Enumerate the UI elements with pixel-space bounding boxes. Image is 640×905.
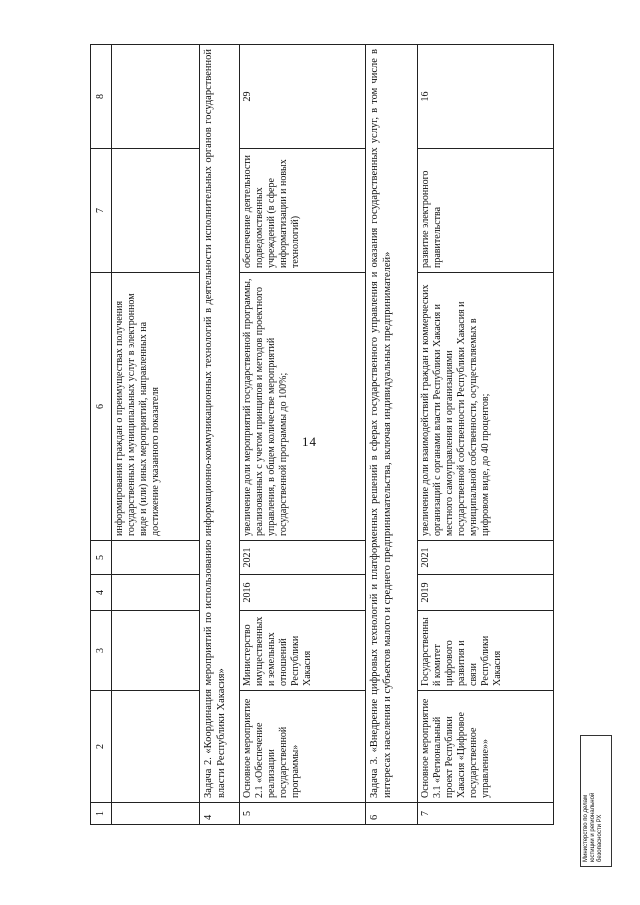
task2-number: 4 bbox=[200, 803, 240, 825]
table-row-7 bbox=[418, 45, 554, 825]
row7-indicator: 16 bbox=[418, 45, 554, 149]
task2-row bbox=[200, 45, 240, 825]
row5-executor: Министерство имущественных и земельных отношений Республики Хакасия bbox=[240, 611, 366, 691]
row5-direction: обеспечение деятельности подведомственных учреждений (в сфере информатизации и новых технологий) bbox=[240, 149, 366, 273]
task3-number: 6 bbox=[366, 803, 418, 825]
row7-measure: Основное мероприятие 3.1 «Региональный проект Республики Хакасия «Цифровое государственное управление»» bbox=[418, 691, 554, 803]
program-measures-table bbox=[90, 44, 554, 825]
row5-number: 5 bbox=[240, 803, 366, 825]
row5-start: 2016 bbox=[240, 575, 366, 611]
header-col-8: 8 bbox=[91, 45, 112, 149]
header-col-7: 7 bbox=[91, 149, 112, 273]
row5-indicator: 29 bbox=[240, 45, 366, 149]
continuation-row bbox=[112, 45, 200, 825]
stamp-line-3: безопасности РХ bbox=[597, 814, 603, 862]
continuation-result: информирования граждан о преимуществах получения государственных и муниципальных услуг в электронном виде и (или) иных мероприятий, направленных на достижение указанного показателя bbox=[112, 273, 200, 541]
registration-stamp bbox=[580, 735, 612, 867]
row7-start: 2019 bbox=[418, 575, 554, 611]
header-col-6: 6 bbox=[91, 273, 112, 541]
header-col-1: 1 bbox=[91, 803, 112, 825]
row7-number: 7 bbox=[418, 803, 554, 825]
header-col-5: 5 bbox=[91, 541, 112, 575]
row7-result: увеличение доли взаимодействий граждан и коммерческих организаций с органами власти Республики Хакасия и местного самоуправления и организациями государственной собственности Республики Хакасия и муниципальной собственности, осуществляемых в цифровом виде, до 40 процентов; bbox=[418, 273, 554, 541]
header-col-3: 3 bbox=[91, 611, 112, 691]
task3-text: Задача 3. «Внедрение цифровых технологий и платформенных решений в сферах государственного управления и оказания государственных услуг, в том числе в интересах населения и субъектов малого и среднего предпринимательства, включая индивидуальных предпринимателей» bbox=[366, 45, 418, 803]
row7-end: 2021 bbox=[418, 541, 554, 575]
row5-end: 2021 bbox=[240, 541, 366, 575]
header-col-4: 4 bbox=[91, 575, 112, 611]
row5-result: увеличение доли мероприятий государственной программы, реализованных с учетом принципов и методов проектного управления, в общем количестве мероприятий государственной программы до 100%; bbox=[240, 273, 366, 541]
stamp-line-2: юстиции и региональной bbox=[590, 792, 596, 862]
stamp-line-1: Министерство по делам bbox=[583, 794, 589, 862]
table-row-5 bbox=[240, 45, 366, 825]
row5-measure: Основное мероприятие 2.1 «Обеспечение реализации государственной программы» bbox=[240, 691, 366, 803]
rotated-table-container bbox=[90, 45, 585, 825]
header-col-2: 2 bbox=[91, 691, 112, 803]
page-number: 14 bbox=[302, 434, 317, 449]
row7-direction: развитие электронного правительства bbox=[418, 149, 554, 273]
task2-text: Задача 2. «Координация мероприятий по использованию информационно-коммуникационных технологий в деятельности исполнительных органов государственной власти Республики Хакасия» bbox=[200, 45, 240, 803]
task3-row bbox=[366, 45, 418, 825]
header-row bbox=[91, 45, 112, 825]
row7-executor: Государственный комитет цифрового развития и связи Республики Хакасия bbox=[418, 611, 554, 691]
